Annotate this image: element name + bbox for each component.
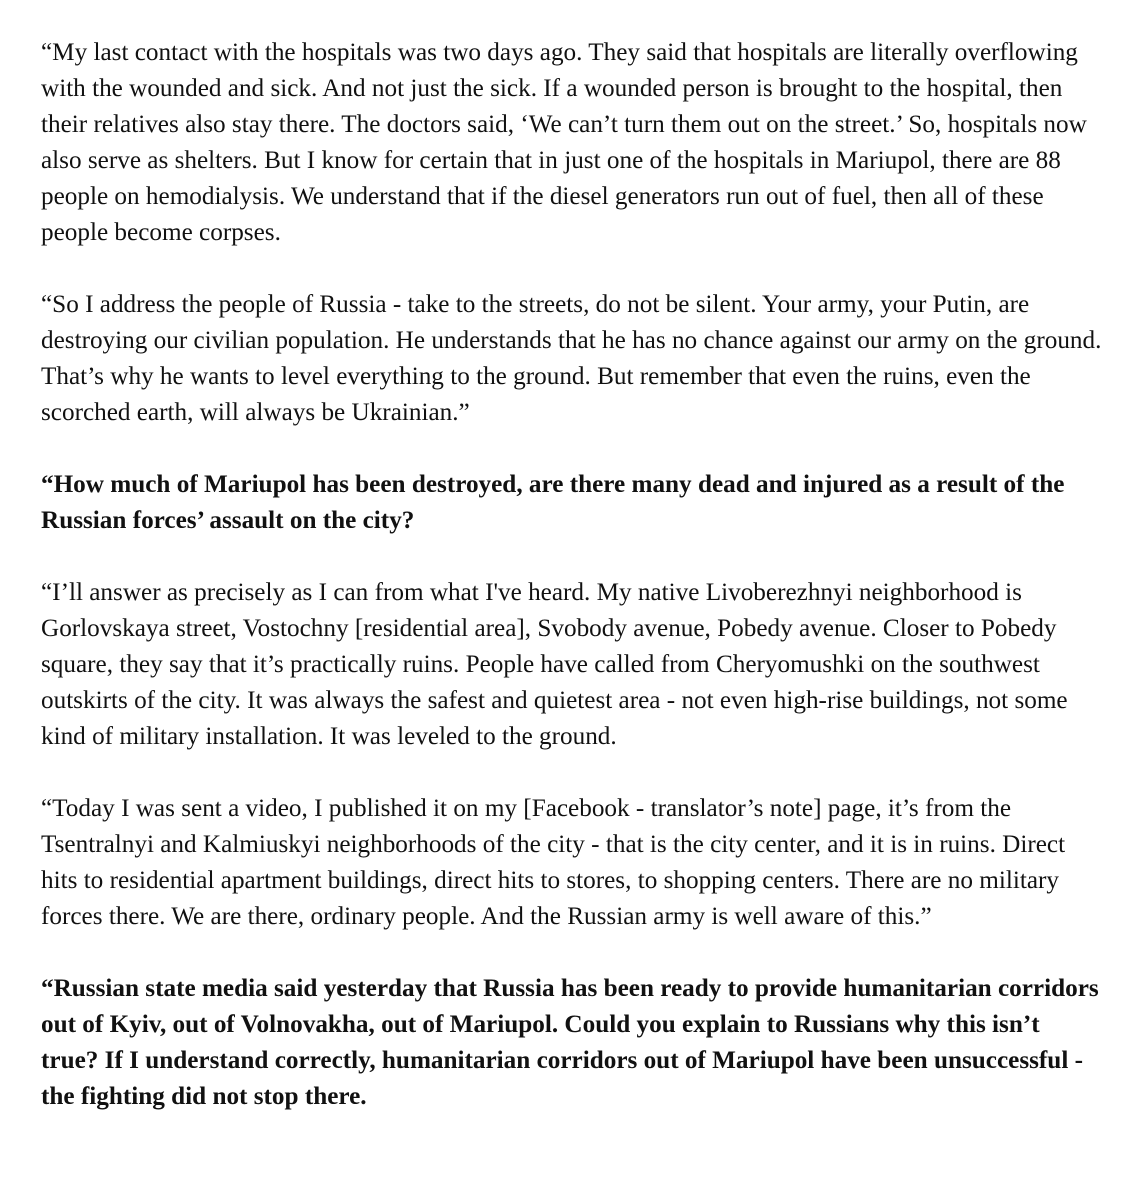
answer-paragraph-hospitals: “My last contact with the hospitals was two days ago. They said that hospitals are literally overflowing with the wounded and sick. And not just the sick. If a wounded person is brought to the hospital, then their relatives also stay there. The doctors said, ‘We can’t turn them out on the street.’ So, hospitals now also serve as shelters. But I know for certain that in just one of the hospitals in Mariupol, there are 88 people on hemodialysis. We understand that if the diesel generators run out of fuel, then all of these people become corpses. <box>41 39 1087 246</box>
answer-paragraph-video: “Today I was sent a video, I published it on my [Facebook - translator’s note] page, it’s from the Tsentralnyi and Kalmiuskyi neighborhoods of the city - that is the city center, and it is in ruins. Direct hits to residential apartment buildings, direct hits to stores, to shopping centers. There are no military forces there. We are there, ordinary people. And the Russian army is well aware of this.” <box>41 795 1066 930</box>
question-paragraph-corridors: “Russian state media said yesterday that Russia has been ready to provide humanitarian corridors out of Kyiv, out of Volnovakha, out of Mariupol. Could you explain to Russians why this isn’t true? If I understand correctly, humanitarian corridors out of Mariupol have been unsuccessful - the fighting did not stop there. <box>41 975 1099 1110</box>
question-paragraph-destruction: “How much of Mariupol has been destroyed, are there many dead and injured as a result of the Russian forces’ assault on the city? <box>41 471 1065 534</box>
article-body <box>41 35 1103 1115</box>
answer-paragraph-neighborhoods: “I’ll answer as precisely as I can from what I've heard. My native Livoberezhnyi neighborhood is Gorlovskaya street, Vostochny [residential area], Svobody avenue, Pobedy avenue. Closer to Pobedy square, they say that it’s practically ruins. People have called from Cheryomushki on the southwest outskirts of the city. It was always the safest and quietest area - not even high-rise buildings, not some kind of military installation. It was leveled to the ground. <box>41 579 1068 750</box>
answer-paragraph-address-russia: “So I address the people of Russia - take to the streets, do not be silent. Your army, your Putin, are destroying our civilian population. He understands that he has no chance against our army on the ground. That’s why he wants to level everything to the ground. But remember that even the ruins, even the scorched earth, will always be Ukrainian.” <box>41 291 1102 426</box>
